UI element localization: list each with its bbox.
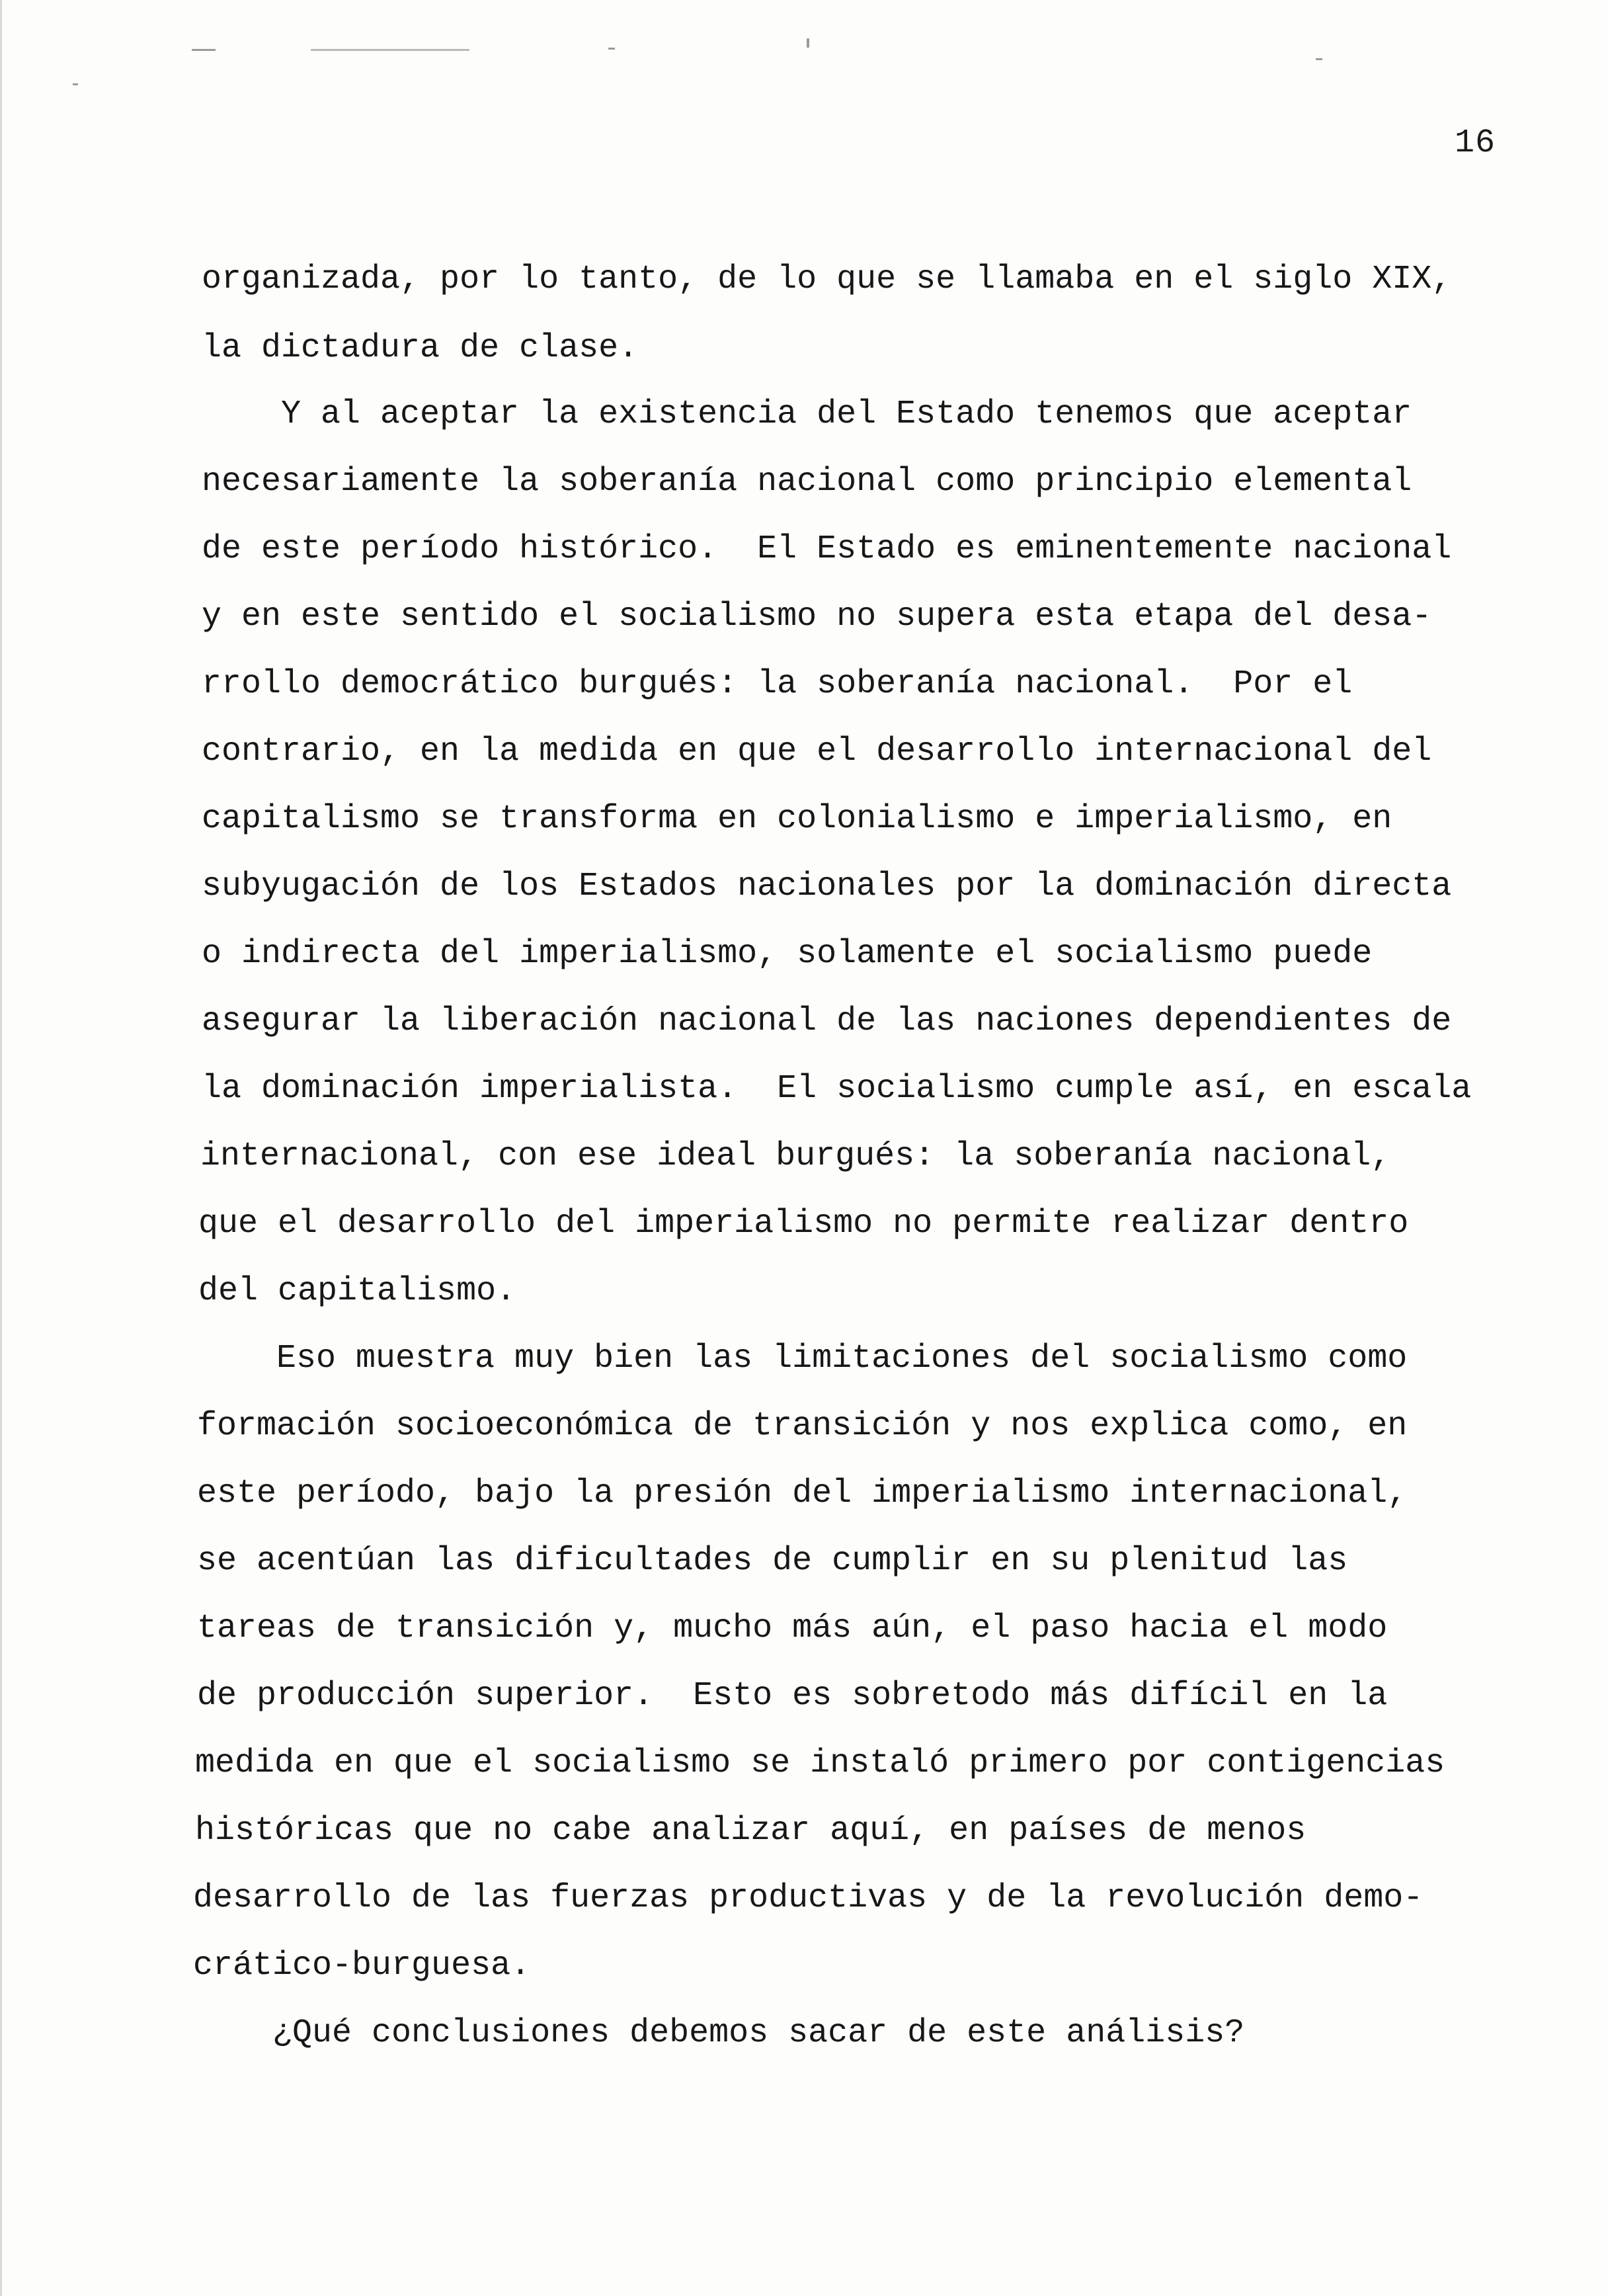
scan-artifact bbox=[311, 49, 469, 51]
text-line: ¿Qué conclusiones debemos sacar de este análisis? bbox=[272, 2014, 1245, 2052]
scan-artifact bbox=[807, 38, 809, 48]
page-number: 16 bbox=[1454, 124, 1496, 162]
text-line: la dominación imperialista. El socialismo cumple así, en escala bbox=[202, 1070, 1472, 1108]
text-line: capitalismo se transforma en colonialismo e imperialismo, en bbox=[202, 800, 1392, 838]
text-line: crático-burguesa. bbox=[193, 1947, 531, 1985]
text-line: medida en que el socialismo se instaló primero por contigencias bbox=[195, 1744, 1445, 1782]
text-line: la dictadura de clase. bbox=[202, 329, 639, 367]
scan-artifact bbox=[1316, 58, 1322, 60]
text-line: este período, bajo la presión del imperialismo internacional, bbox=[197, 1475, 1408, 1512]
text-line: tareas de transición y, mucho más aún, el paso hacia el modo bbox=[197, 1610, 1388, 1647]
text-line: contrario, en la medida en que el desarrollo internacional del bbox=[202, 733, 1432, 770]
text-line: asegurar la liberación nacional de las naciones dependientes de bbox=[202, 1003, 1452, 1040]
page-edge bbox=[0, 0, 2, 2296]
text-line: y en este sentido el socialismo no supera esta etapa del desa- bbox=[202, 598, 1432, 636]
text-line: desarrollo de las fuerzas productivas y de la revolución demo- bbox=[193, 1879, 1424, 1917]
text-line: Eso muestra muy bien las limitaciones del socialismo como bbox=[276, 1340, 1408, 1377]
text-line: subyugación de los Estados nacionales por la dominación directa bbox=[202, 868, 1452, 905]
text-line: se acentúan las dificultades de cumplir en su plenitud las bbox=[197, 1542, 1348, 1580]
scan-artifact bbox=[608, 48, 615, 50]
text-line: de este período histórico. El Estado es eminentemente nacional bbox=[202, 530, 1452, 568]
text-line: Y al aceptar la existencia del Estado tenemos que aceptar bbox=[281, 395, 1412, 433]
text-line: rrollo democrático burgués: la soberanía nacional. Por el bbox=[202, 665, 1353, 703]
scan-artifact bbox=[73, 83, 78, 85]
text-line: formación socioeconómica de transición y nos explica como, en bbox=[197, 1407, 1408, 1445]
text-line: que el desarrollo del imperialismo no permite realizar dentro bbox=[198, 1205, 1409, 1243]
scan-artifact bbox=[192, 49, 216, 51]
text-line: o indirecta del imperialismo, solamente el socialismo puede bbox=[202, 935, 1373, 973]
text-line: históricas que no cabe analizar aquí, en países de menos bbox=[195, 1812, 1306, 1850]
text-line: necesariamente la soberanía nacional como principio elemental bbox=[202, 463, 1412, 501]
text-line: internacional, con ese ideal burgués: la soberanía nacional, bbox=[200, 1137, 1391, 1175]
text-line: organizada, por lo tanto, de lo que se llamaba en el siglo XIX, bbox=[202, 261, 1452, 298]
text-line: de producción superior. Esto es sobretodo más difícil en la bbox=[197, 1677, 1388, 1715]
text-line: del capitalismo. bbox=[198, 1272, 516, 1310]
